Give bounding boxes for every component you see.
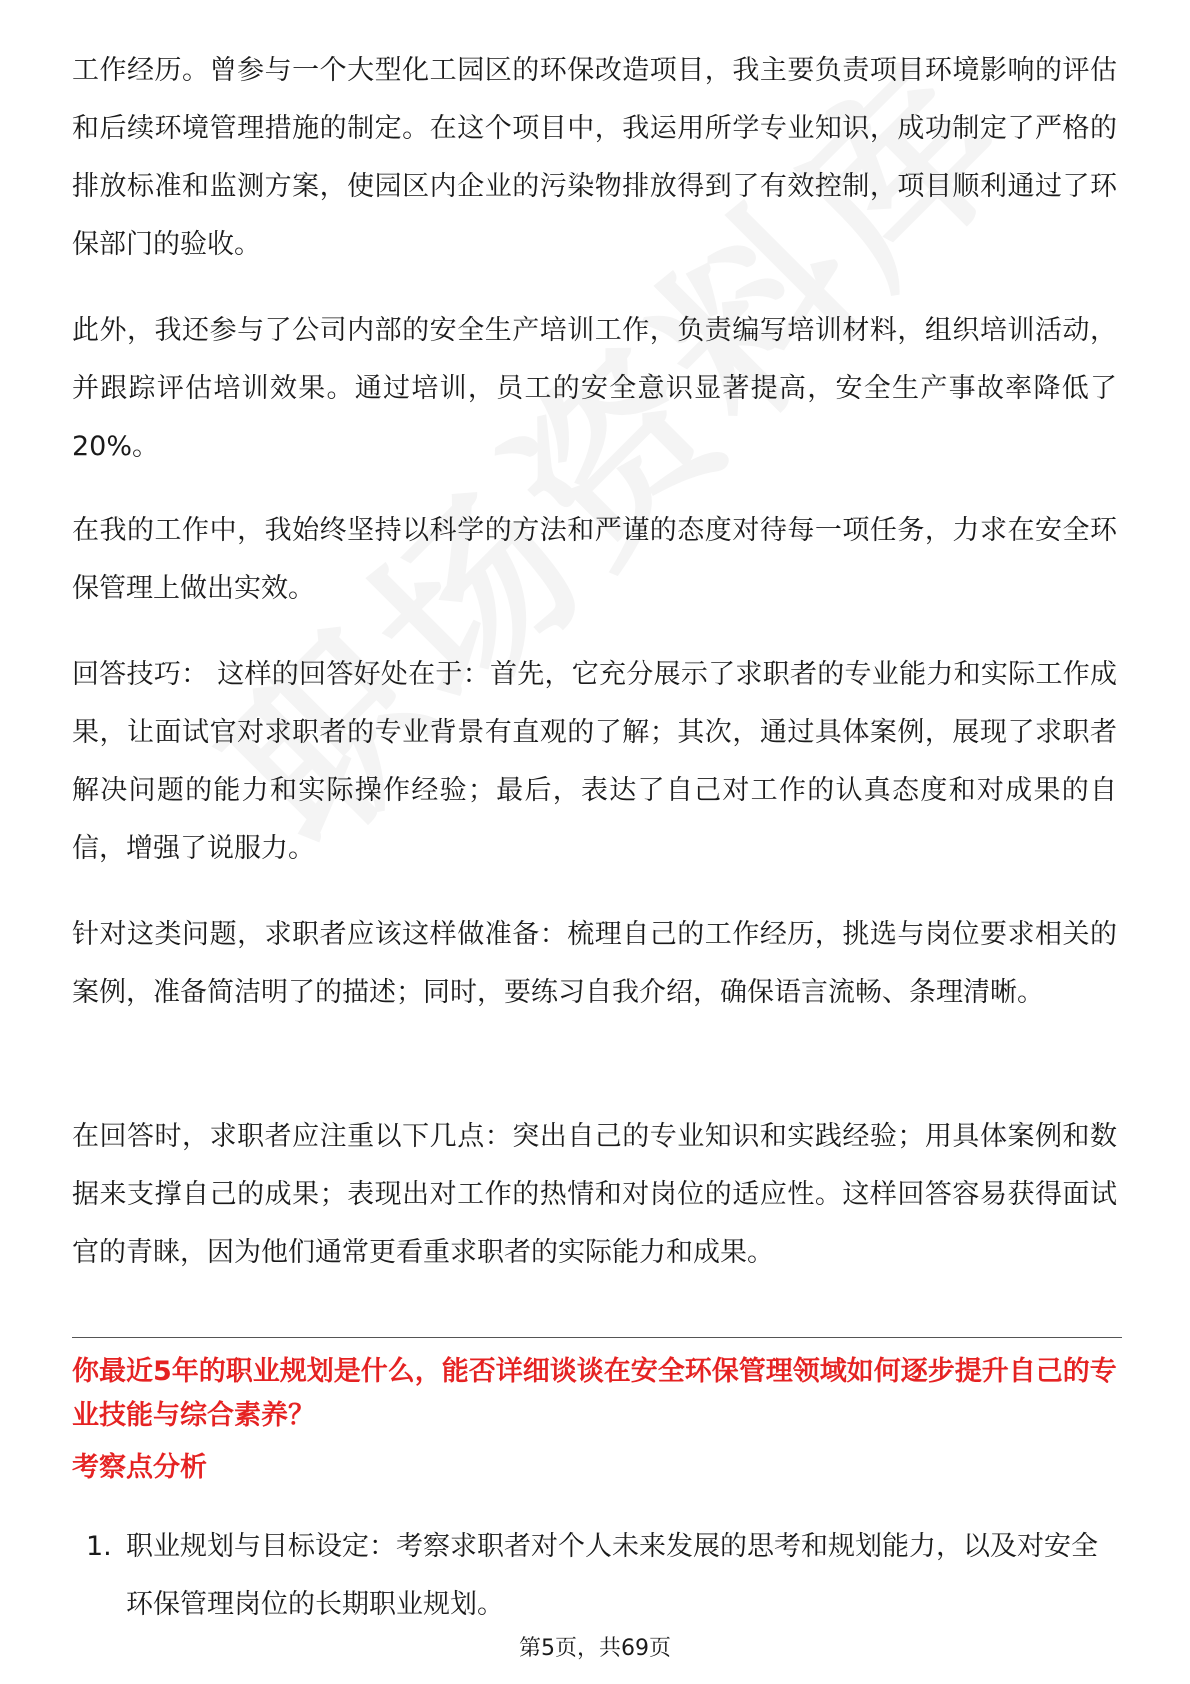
paragraph-training: 此外，我还参与了公司内部的安全生产培训工作，负责编写培训材料，组织培训活动，并跟踪评估培训效果。通过培训，员工的安全意识显著提高，安全生产事故率降低了20%。 xyxy=(72,315,1117,462)
paragraph-answer-tips: 回答技巧： 这样的回答好处在于：首先，它充分展示了求职者的专业能力和实际工作成果，让面试官对求职者的专业背景有直观的了解；其次，通过具体案例，展现了求职者解决问题的能力和实际操作经验；最后，表达了自己对工作的认真态度和对成果的自信，增强了说服力。 xyxy=(72,659,1117,864)
list-item xyxy=(86,1518,1116,1634)
paragraph-attitude: 在我的工作中，我始终坚持以科学的方法和严谨的态度对待每一项任务，力求在安全环保管理上做出实效。 xyxy=(72,515,1117,604)
paragraph-key-points: 在回答时，求职者应注重以下几点：突出自己的专业知识和实践经验；用具体案例和数据来支撑自己的成果；表现出对工作的热情和对岗位的适应性。这样回答容易获得面试官的青睐，因为他们通常更看重求职者的实际能力和成果。 xyxy=(72,1121,1117,1268)
paragraph-preparation: 针对这类问题，求职者应该这样做准备：梳理自己的工作经历，挑选与岗位要求相关的案例，准备简洁明了的描述；同时，要练习自我介绍，确保语言流畅、条理清晰。 xyxy=(72,919,1117,1008)
list-item-number: 1. xyxy=(86,1531,112,1562)
page-footer: 第5页，共69页 xyxy=(519,1636,671,1661)
list-item-text: 职业规划与目标设定：考察求职者对个人未来发展的思考和规划能力，以及对安全环保管理岗位的长期职业规划。 xyxy=(126,1531,1098,1620)
interview-question: 你最近5年的职业规划是什么，能否详细谈谈在安全环保管理领域如何逐步提升自己的专业技能与综合素养？ xyxy=(72,1356,1117,1431)
paragraph-work-experience: 工作经历。曾参与一个大型化工园区的环保改造项目，我主要负责项目环境影响的评估和后续环境管理措施的制定。在这个项目中，我运用所学专业知识，成功制定了严格的排放标准和监测方案，使园区内企业的污染物排放得到了有效控制，项目顺利通过了环保部门的验收。 xyxy=(72,55,1117,260)
analysis-heading: 考察点分析 xyxy=(72,1452,207,1483)
section-divider xyxy=(72,1337,1122,1338)
